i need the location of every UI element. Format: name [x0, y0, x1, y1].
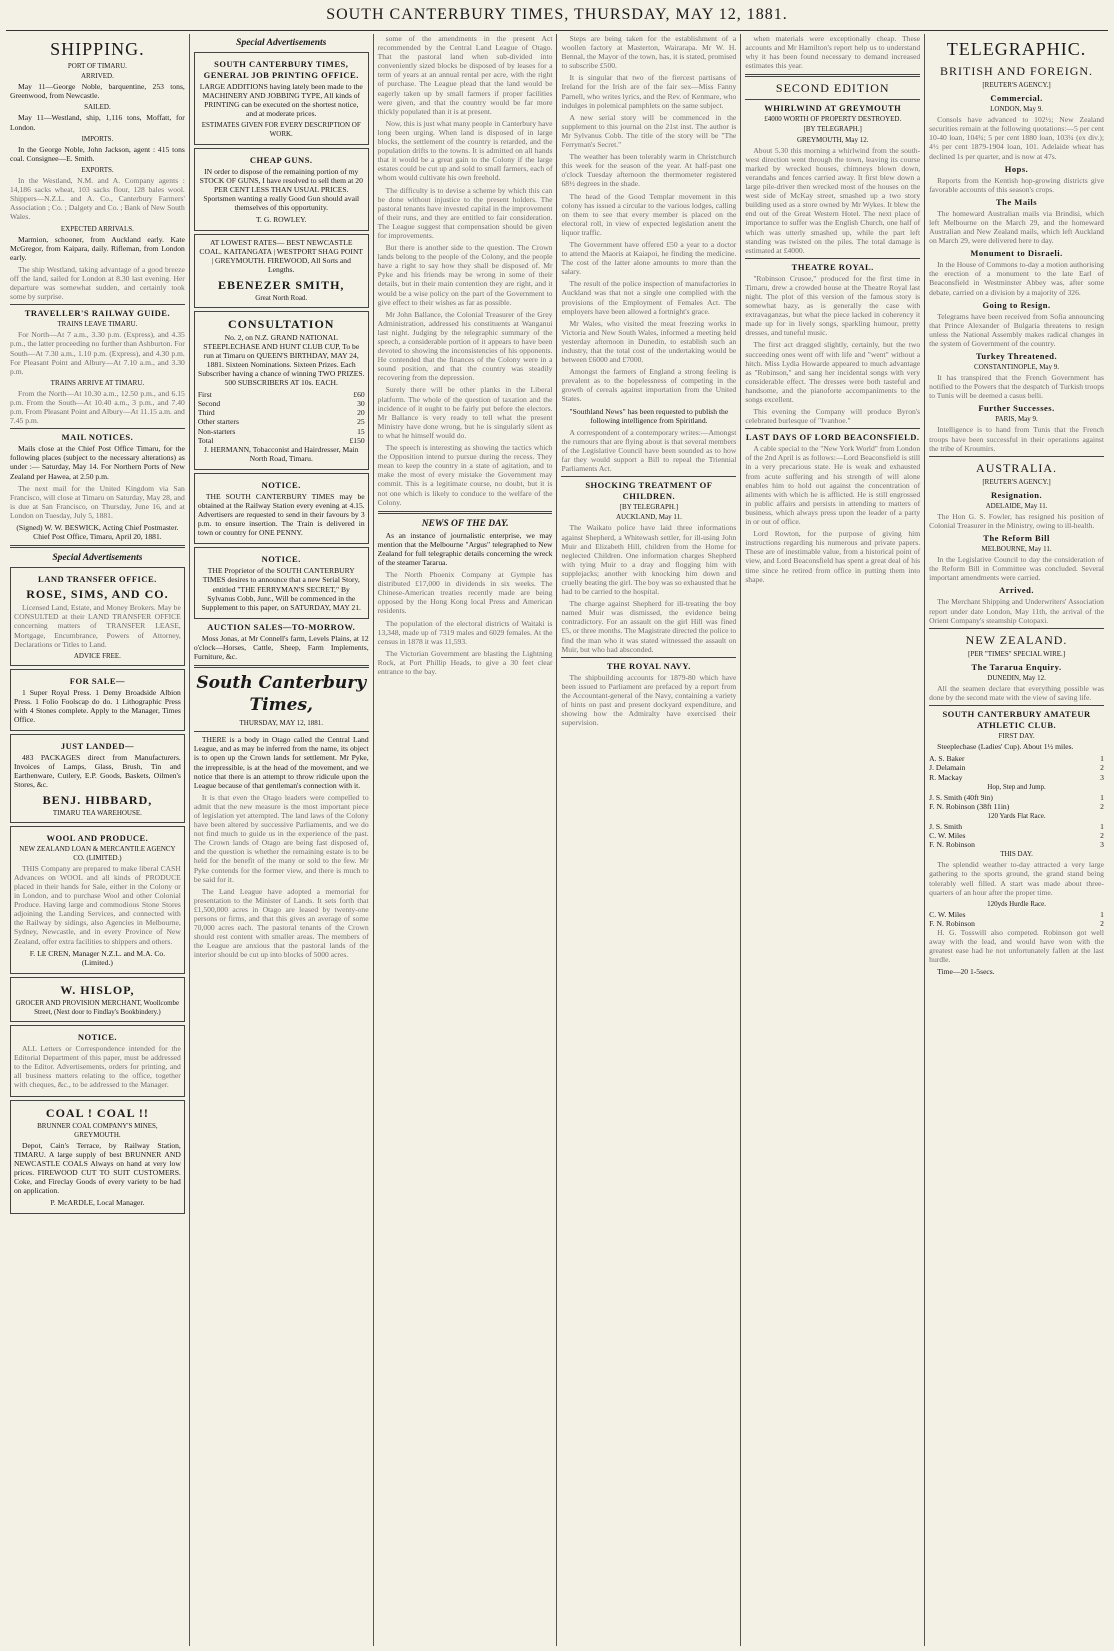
table-row [929, 910, 1104, 919]
hislop-sub: GROCER AND PROVISION MERCHANT, Woollcombe Street, (Next door to Findlay's Bookbindery.) [15, 998, 180, 1016]
resignation-text: The Hon G. S. Fowler, has resigned his position of Colonial Treasurer in the Ministry, owing to ill-health. [929, 511, 1104, 530]
exports-label: EXPORTS. [81, 165, 114, 174]
athlete-name: C. W. Miles [929, 831, 966, 841]
divider [194, 665, 369, 668]
divider [194, 731, 369, 732]
notice-heading: NOTICE. [261, 479, 301, 490]
notice-ad [10, 1025, 185, 1096]
news-text: Steps are being taken for the establishment of a woollen factory at Masterton, Wairarapa. Mr W. H. Bennal, the Mayor of the town, has, it is stated, promised to subscribe £500. [561, 34, 737, 71]
prize-value: 30 [357, 399, 365, 409]
serial-notice-ad [194, 547, 369, 618]
coal-rates-text: AT LOWEST RATES— BEST NEWCASTLE COAL. KAITANGATA | WESTPORT SHAG POINT | GREYMOUTH. FIREWOOD, All Sorts and Lengths. [199, 238, 364, 275]
railway-heading: TRAVELLER'S RAILWAY GUIDE. [24, 308, 171, 319]
for-sale-text: 1 Super Royal Press. 1 Demy Broadside Albion Press. 1 Folio Foolscap do do. 1 Lithographic Press with 4 Stones complete. Apply to the Manager, Times Office. [14, 687, 181, 725]
auction-text: Moss Jonas, at Mr Connell's farm, Levels Plains, at 12 o'clock—Horses, Cattle, Sheep, Farm Implements, Furniture, &c. [193, 633, 369, 662]
for-sale-heading: FOR SALE— [69, 675, 126, 686]
whirlwind-text: About 5.30 this morning a whirlwind from the south-west direction went through the town, leaving its course marked by wrecked houses, chimneys blown down, verandahs and fences carried away. It first blew down a large pile-driver then wrecked most of the houses on the west side of McKay street, smashed up a two story building used as a store owned by Mr Wykes. It blew the end out of the Great Western Hotel. The next place of importance to suffer was the English Church, one half of which was utterly smashed up, while the part left standing was twisted on the piles. The total damage is estimated at £4000. [745, 145, 921, 255]
arrived-text: The Merchant Shipping and Underwriters' Association report under date London, May 11th, the arrival of the Orient Company's steamship Cotopaxi. [929, 597, 1104, 625]
race-time: Time—20 1-5secs. [937, 967, 995, 977]
resignation-heading: Resignation. [991, 489, 1043, 500]
guns-heading: CHEAP GUNS. [249, 154, 313, 165]
news-text: The Victorian Government are blasting the Lightning Rock, at Port Phillip Heads, to give a 30 feet clear entrance to the bay. [377, 648, 553, 676]
notice-heading: NOTICE. [261, 554, 301, 565]
prize-value: 25 [357, 417, 365, 427]
beaconsfield-text: A cable special to the "New York World" from London of the 2nd April is as follows:—Lord Beaconsfield is still in a very precarious state. He is weak and exhausted from acute suffering and his strength of will alone enables him to hold out against the concentration of ailments with which he is afflicted. He is still engrossed in public affairs and persists in attending to matters of business, which always press upon the leader of a party in or out of office. [745, 444, 921, 527]
column-5 [741, 34, 925, 1646]
prize-place: First [197, 390, 212, 400]
shipping-heading: SHIPPING. [50, 39, 145, 59]
athletic-heading: SOUTH CANTERBURY AMATEUR ATHLETIC CLUB. [942, 709, 1091, 731]
job-printing-text: LARGE ADDITIONS having lately been made to the MACHINERY AND JOBBING TYPE, All kinds of PRINTING can be executed on the shortest notice, and at moderate prices. [199, 82, 363, 119]
hibbard-name: BENJ. HIBBARD, [42, 792, 153, 807]
athlete-place: 2 [1100, 831, 1104, 841]
sailed-text: May 11—Westland, ship, 1,116 tons, Moffatt, for London. [10, 113, 185, 132]
table-row [929, 840, 1104, 849]
shocking-heading: SHOCKING TREATMENT OF CHILDREN. [585, 480, 713, 502]
trains-leave-text: For North—At 7 a.m., 3.30 p.m. (Express), and 4.35 p.m., the latter proceeding no further than Ashburton. For South—At 7.30 a.m., 1.10 p.m. (Express), and 4.30 p.m. For Pleasant Point and Albury—At 7.10 a.m., and 3.30 p.m. [10, 330, 185, 376]
prize-value: 20 [357, 408, 365, 418]
news-text: The North Phoenix Company at Gympie has distributed £17,000 in dividends in six weeks. The Chinese-American treaties recently made are being opposed by the Hong Kong local Press and American residents. [377, 570, 553, 616]
mails-heading: The Mails [996, 196, 1038, 207]
hibbard-ad [10, 734, 185, 822]
auction-heading: AUCTION SALES—TO-MORROW. [207, 621, 356, 632]
columns [6, 34, 1108, 1646]
brunner-text: Depot, Cain's Terrace, by Railway Station, TIMARU. A large supply of best BRUNNER AND NEWCASTLE COALS Always on hand at very low prices. FIREWOOD CUT TO SUIT CUSTOMERS. Coke, and Fireclay Goods of every variety to be had on application. [14, 1140, 181, 1196]
table-row [198, 436, 365, 445]
advice-free: ADVICE FREE. [73, 651, 121, 660]
disraeli-text: In the House of Commons to-day a motion authorising the erection of a monument to the late Earl of Beaconsfield in Westminster Abbey was, after some debate, carried on a division by a majority of 326. [929, 260, 1104, 297]
prize-table [198, 390, 365, 445]
hops-heading: Hops. [1004, 163, 1029, 174]
editorial-continued: But there is another side to the question. The Crown lands belong to the people of the Colony, and the people have a right to say how they shall be disposed of. Mr Pyke and his friends may be wrong in some of their details, but in their main contention they are right, and it would be a wise policy on the part of the Government to give effect to their wishes as far as possible. [377, 243, 553, 307]
commercial-heading: Commercial. [990, 93, 1043, 104]
table-row [929, 773, 1104, 782]
successes-text: Intelligence is to hand from Tunis that the French troops have been successful in their operations against the tribe of Kroumirs. [929, 425, 1104, 453]
times-special-byline: [PER "TIMES" SPECIAL WIRE.] [968, 649, 1066, 658]
hops-text: Reports from the Kentish hop-growing districts give favorable accounts of this season's crops. [929, 175, 1104, 194]
paris-date: PARIS, May 9. [995, 415, 1038, 424]
notice-heading: NOTICE. [77, 1032, 117, 1043]
divider [10, 304, 185, 305]
table-row [929, 919, 1104, 928]
wool-text: THIS Company are prepared to make liberal CASH Advances on WOOL and all kinds of PRODUCE placed in their hands for Sale, either in the Colony or in London, and to purchase Wool and other Colonial Produce. Having large and commodious Stone Stores adjoining the Landing Services, and connected with the Railway by sidings, also Agencies in Melbourne, Sydney, Newcastle, and in every Province of New Zealand, offer extra facilities to shippers and others. [14, 863, 181, 946]
consultation-text: No. 2, on N.Z. GRAND NATIONAL STEEPLECHASE AND HUNT CLUB CUP, To be run at Timaru on QUEEN'S BIRTHDAY, MAY 24, 1881. Sixteen Nominations. Sixteen Prizes. Each Subscriber having a chance of winning TWO PRIZES. 500 SUBSCRIBERS AT 10s. EACH. [198, 332, 365, 388]
turkey-text: It has transpired that the French Government has notified to the Powers that the despatch of Turkish troops to Tunis will be deemed a casus belli. [929, 373, 1104, 401]
theatre-heading: THEATRE ROYAL. [791, 261, 874, 272]
editorial-continued: The speech is interesting as showing the tactics which the Opposition intend to pursue during the recess. They mean to keep the country in a state of agitation, and to make the most of every mistake the Government may commit. This is a legitimate course, no doubt, but it is not one which is likely to conduce to the welfare of the Colony. [377, 443, 553, 507]
successes-heading: Further Successes. [978, 403, 1055, 414]
theatre-text: This evening the Company will produce Byron's celebrated burlesque of "Ivanhoe." [745, 407, 921, 426]
news-text: It is singular that two of the fiercest partisans of Ireland for the Irish are of the fair sex—Miss Fanny Parnell, who writes lyrics, and the Rev. of Kenmare, who indulges in polemical pamphlets on the same subject. [561, 73, 737, 110]
southland-text: "Southland News" has been requested to publish the following intelligence from Spiritland. [569, 406, 729, 425]
paper-title: South Canterbury Times, [196, 673, 367, 716]
beaconsfield-text: Lord Rowton, for the purpose of giving him instructions regarding his numerous and private papers. These are of inestimable value, from a historical point of view, and Lord Beaconsfield has spent a great deal of his time since he retired from office in putting them into shape. [745, 529, 921, 584]
masthead-rule [6, 30, 1108, 31]
special-ads-heading: Special Advertisements [52, 553, 143, 564]
mails-text: The homeward Australian mails via Brindisi, which left Melbourne on the March 29, and the homeward Australian and New Zealand mails, which left Auckland on March 29, were delivered here to day. [929, 208, 1104, 246]
just-landed-text: 483 PACKAGES direct from Manufacturers. Invoices of Lamps, Glass, Brush, Tin and Earthenware, Cutlery, E.P. Goods, Baskets, Oilmen's Stores, &c. [14, 753, 181, 790]
reform-heading: The Reform Bill [983, 533, 1050, 544]
prize-place: Non-starters [197, 426, 236, 436]
athlete-name: A. S. Baker [929, 754, 965, 764]
hurdle-text: H. G. Tosswill also competed. Robinson got well away with the lead, and would have won with the greatest ease had he not unfortunately fallen at the last hurdle. [929, 928, 1104, 965]
first-day-heading: FIRST DAY. [998, 732, 1035, 741]
special-ads-heading: Special Advertisements [236, 38, 327, 48]
editorial-text: The Land League have adopted a memorial for presentation to the Minister of Lands. It sets forth that £1,500,000 acres in Otago are leased by twenty-one persons or firms, and that this gives an average of some 70,000 acres each. The pastoral tenants of the Crown should rest content with smaller areas. The members of the League are anxious that the pastoral lands of the interior should be cut up into blocks of 5000 acres. [193, 886, 369, 960]
nz-loan-heading: NEW ZEALAND LOAN & MERCANTILE AGENCY CO. (LIMITED.) [19, 844, 176, 862]
arrived-text: May 11—George Noble, barquentine, 253 tons, Greenwood, from Newcastle. [10, 82, 185, 101]
divider [745, 258, 920, 259]
tararua-heading: The Tararua Enquiry. [971, 661, 1062, 672]
new-zealand-heading: NEW ZEALAND. [965, 632, 1068, 647]
mail-heading: MAIL NOTICES. [61, 432, 134, 443]
reform-text: In the Legislative Council to day the consideration of the Reform Bill in Committee was concluded. Several important amendments were carried. [929, 555, 1104, 583]
table-row [929, 831, 1104, 840]
paper-date: THURSDAY, MAY 12, 1881. [239, 719, 323, 728]
whirlwind-byline: [BY TELEGRAPH.] [803, 125, 862, 134]
brunner-signature: P. McARDLE, Local Manager. [50, 1198, 145, 1208]
divider [561, 476, 736, 477]
news-text: The weather has been tolerably warm in Christchurch this week for the season of the year. At half-past one o'clock Tuesday afternoon the thermometer registered 68½ degrees in the shade. [561, 152, 737, 189]
just-landed-heading: JUST LANDED— [60, 741, 134, 752]
column-4 [557, 34, 741, 1646]
shocking-byline: [BY TELEGRAPH.] [619, 503, 679, 512]
news-text: when materials were exceptionally cheap. These accounts and Mr Hamilton's report help us to understand why it has been found necessary to demand increased estimates this year. [745, 34, 921, 71]
news-intro: As an instance of journalistic enterprise, we may mention that the Melbourne "Argus" telegraphed to New Zealand for full telegraphic details concerning the wreck of the steamer Tararua. [377, 530, 553, 567]
table-row [929, 802, 1104, 811]
guns-text: IN order to dispose of the remaining portion of my STOCK OF GUNS, I have resolved to sell them at 20 PER CENT LESS THAN USUAL PRICES. Sportsmen wanting a really Good Gun should avail themselves of this opportunity. [199, 166, 363, 212]
masthead: SOUTH CANTERBURY TIMES, THURSDAY, MAY 12, 1881. [326, 6, 788, 23]
column-6 [925, 34, 1108, 1646]
port-heading: PORT OF TIMARU. [67, 62, 127, 70]
trains-arrive-text: From the North—At 10.30 a.m., 12.50 p.m., and 6.15 p.m. From the South—At 10.40 a.m., 3 p.m., and 7.40 p.m. From Pleasant Point and Albury—At 11.15 a.m. and 7.45 p.m. [10, 388, 185, 426]
flat-race-heading: 120 Yards Flat Race. [987, 811, 1046, 820]
divider [929, 456, 1104, 457]
table-row [929, 754, 1104, 763]
mail-signature: (Signed) W. W. BESWICK, Acting Chief Postmaster. Chief Post Office, Timaru, April 20, 1881. [16, 523, 179, 542]
athlete-place: 1 [1100, 821, 1104, 831]
expected-text: Marmion, schooner, from Auckland early. Kate McGregor, from Kaipara, daily. Rifleman, from London early. [10, 234, 185, 262]
table-row [929, 822, 1104, 831]
british-foreign-heading: BRITISH AND FOREIGN. [940, 64, 1094, 78]
news-text: A correspondent of a contemporary writes:—Amongst the rumours that are flying about is that several members of the Legislative Council have been sounded as to how far they would support a Bill to repeal the Triennial Parliaments Act. [561, 427, 737, 474]
australia-heading: AUSTRALIA. [976, 460, 1058, 475]
table-row [929, 763, 1104, 772]
divider [561, 657, 736, 658]
athlete-name: C. W. Miles [929, 909, 966, 919]
athlete-place: 1 [1100, 909, 1104, 919]
trains-leave-heading: TRAINS LEAVE TIMARU. [57, 320, 138, 329]
athlete-place: 1 [1100, 754, 1104, 764]
ebenezer-name: EBENEZER SMITH, [218, 277, 345, 292]
table-row [198, 408, 365, 417]
mail-text-2: The next mail for the United Kingdom via San Francisco, will close at Timaru on Saturday, May 28, and is due at San Francisco, on Thursday, June 16, and at London on Tuesday, July 5, 1881. [10, 483, 185, 520]
arrived-label: ARRIVED. [80, 72, 114, 81]
dunedin-date: DUNEDIN, May 12. [987, 673, 1046, 682]
athlete-place: 3 [1100, 840, 1104, 850]
commercial-text: Consols have advanced to 102½; New Zealand securities remain at the following quotations:—5 per cent 10-40 loan, 104¾; 5 per cent 1880 loan, 103¼ (ex div.); 4½ per cent 1879-1904 loan, 101. Adelaide wheat has declined 1s per quarter, and is now at 47s. [929, 115, 1104, 161]
consultation-ad [194, 311, 369, 470]
land-transfer-text: Licensed Land, Estate, and Money Brokers. May be CONSULTED at their LAND TRANSFER OFFICE concerning matters of TRANSFER LEASE, Mortgage, Encumbrance, Powers of Attorney, Declarations or Titles to Land. [14, 603, 181, 649]
guns-signature: T. G. ROWLEY. [255, 215, 307, 225]
news-text: A new serial story will be commenced in the supplement to this journal on the 21st inst. The author is Mr Sylvanus Cobb. The title of the story will be "The Ferryman's Secret." [561, 112, 737, 150]
prize-place: Other starters [197, 417, 239, 427]
coal-heading: COAL ! COAL !! [45, 1105, 149, 1120]
shocking-place: AUCKLAND, May 11. [615, 513, 682, 522]
steeplechase-heading: Steeplechase (Ladies' Cup). About 1½ miles. [937, 742, 1074, 752]
guns-ad [194, 148, 369, 232]
table-row [198, 390, 365, 399]
melbourne-date: MELBOURNE, May 11. [981, 545, 1052, 554]
athlete-place: 2 [1100, 763, 1104, 773]
london-date: LONDON, May 9. [990, 105, 1043, 114]
hislop-ad [10, 977, 185, 1022]
wool-ad [10, 826, 185, 974]
divider [929, 628, 1104, 629]
divider [10, 428, 185, 429]
hermann-text: J. HERMANN, Tobacconist and Hairdresser, Main North Road, Timaru. [203, 444, 359, 463]
sailed-label: SAILED. [84, 103, 111, 112]
news-text: The Government have offered £50 a year to a doctor to attend the Maoris at Kaiapoi, he finding the medicine. The cost of the latter alone amounts to more than the salary. [561, 239, 737, 277]
beaconsfield-heading: LAST DAYS OF LORD BEACONSFIELD. [745, 432, 920, 443]
prize-value: £150 [349, 435, 365, 445]
athlete-place: 1 [1100, 792, 1104, 802]
imports-text: In the George Noble, John Jackson, agent : 415 tons coal. Consignee—E. Smith. [10, 144, 185, 163]
brunner-ad [10, 1100, 185, 1215]
tararua-text: All the seamen declare that everything possible was done by the second mate with the view of saving life. [929, 683, 1104, 703]
ebenezer-ad [194, 234, 369, 307]
prize-place: Second [197, 399, 221, 409]
divider [378, 511, 553, 514]
serial-notice-text: THE Proprietor of the SOUTH CANTERBURY TIMES desires to announce that a new Serial Story, entitled "THE FERRYMAN'S SECRET," By Sylvanus Cobb, Junr., Will be commenced in the Supplement to this paper, on SATURDAY, MAY 21. [201, 566, 361, 612]
mail-text: Mails close at the Chief Post Office Timaru, for the following places (subject to the necessary alterations) as under :— Saturday, May 14. For Northern Ports of New Zealand per Hawea, at 2.50 p.m. [10, 444, 185, 481]
job-estimates: ESTIMATES GIVEN FOR EVERY DESCRIPTION OF WORK. [201, 121, 361, 139]
news-text: Amongst the farmers of England a strong feeling is prevalent as to the hopelessness of competing in the growth of cereals against importation from the United States. [561, 367, 737, 404]
wool-heading: WOOL AND PRODUCE. [46, 832, 149, 843]
notice-text: THE SOUTH CANTERBURY TIMES may be obtained at the Railway Station every evening at 4.15. Advertisers are requested to send in their favours by 3 p.m. to ensure insertion. The Train is delivered in town or country for ONE PENNY. [197, 491, 365, 538]
prize-place: Total [197, 435, 214, 445]
athlete-name: F. N. Robinson [929, 840, 975, 850]
shocking-text: The charge against Shepherd for ill-treating the boy named Muir was dismissed, the evidence being contradictory. For an assault on the girl Hill was fined £5, or three months. The Magistrate directed the police to find the man who it was stated witnessed the assault on Muir, but who had absconded. [561, 599, 737, 654]
divider [745, 74, 920, 77]
expected-label: EXPECTED ARRIVALS. [60, 224, 134, 233]
hislop-name: W. HISLOP, [60, 982, 135, 997]
table-row [198, 417, 365, 426]
adelaide-date: ADELAIDE, May 11. [985, 501, 1048, 510]
editorial-continued: The difficulty is to devise a scheme by which this can be done without injustice to the present holders. The pastoral tenants have invested capital in the improvement of their runs, and they are entitled to fair consideration. The League suggest that compensation should be given for improvements. [377, 185, 553, 240]
telegraphic-heading: TELEGRAPHIC. [946, 39, 1087, 59]
hurdle-heading: 120yds Hurdle Race. [987, 899, 1046, 908]
job-printing-ad [194, 52, 369, 145]
this-day-text: The splendid weather to-day attracted a very large gathering to the sports ground, the grand stand being tolerably well filled. A start was made about three-quarters of an hour after the proper time. [929, 860, 1104, 897]
arrived-heading: Arrived. [999, 585, 1035, 596]
this-day-heading: THIS DAY. [1000, 850, 1033, 859]
shocking-text: The Waikato police have laid three informations against Shepherd, a Whitewash settler, for ill-using John Muir and Elizabeth Hill, children from the Home for neglected Children. One information charges Shepherd with tying Muir to a dray and flogging him with supplejacks; another with knocking him down and cruelly beating the girl. The boy was so exhausted that he had to be carried to the hospital. [561, 523, 737, 597]
greymouth-date: GREYMOUTH, May 12. [796, 135, 869, 144]
column-2 [190, 34, 374, 1646]
prize-value: 15 [357, 426, 365, 436]
divider [929, 705, 1104, 706]
land-transfer-heading: LAND TRANSFER OFFICE. [38, 574, 157, 585]
ship-westland-text: The ship Westland, taking advantage of a good breeze off the land, sailed for London at 8.30 last evening. Her departure was somewhat sudden, and certainly took some by surprise. [10, 264, 185, 302]
athlete-name: J. Delamain [929, 763, 966, 773]
editorial-continued: Mr John Ballance, the Colonial Treasurer of the Grey Administration, addressed his constituents at Wanganui last night. Judging by the telegraphic summary of the speech, a considerable portion of it appears to have been devoted to showing the inconsistencies of his opponents. He contended that the finances of the Colony were in a sound position, and that the country was steadily recovering from the depression. [377, 309, 553, 383]
editorial-continued: Now, this is just what many people in Canterbury have long been urging. When land is disposed of in large blocks, the settlement of the country is retarded, and the population drifts to the towns. It is admitted on all hands that it would be a great gain to the Colony if the large estates could be cut up and sold to small farmers, each of whom would cultivate his own freehold. [377, 118, 553, 183]
athlete-name: F. N. Robinson [929, 918, 975, 928]
athlete-name: J. S. Smith (40ft 9in) [929, 792, 993, 802]
whirlwind-heading: WHIRLWIND AT GREYMOUTH [764, 103, 902, 114]
news-text: The result of the police inspection of manufactories in Auckland was that not a single one complied with the provisions of the Employment of Females Act. The employers have been allowed a fortnight's grace. [561, 279, 737, 316]
column-3 [374, 34, 558, 1646]
athlete-place: 3 [1100, 772, 1104, 782]
prize-value: £60 [353, 390, 365, 400]
resign-text: Telegrams have been received from Sofia announcing that Prince Alexander of Bulgaria threatens to resign unless the National Assembly makes radical changes in the system of Government of the country. [929, 311, 1104, 348]
athlete-name: J. S. Smith [929, 821, 963, 831]
notice-text: ALL Letters or Correspondence intended for the Editorial Department of this paper, must be addressed to the Editor. Advertisements, orders for printing, and all business matters relating to the office, together with cheques, &c., to be addressed to the Manager. [14, 1044, 181, 1090]
exports-text: In the Westland, N.M. and A. Company agents : 14,186 sacks wheat, 103 sacks flour, 128 bales wool. Shippers—N.Z.L. and A. Co., Canterbury Farmers' Association ; Co. ; Dalgety and Co. ; Bank of New South Wales. [10, 176, 185, 222]
hop-step-results [929, 793, 1104, 811]
disraeli-heading: Monument to Disraeli. [970, 248, 1063, 259]
resign-heading: Going to Resign. [982, 299, 1051, 310]
prize-place: Third [197, 408, 215, 418]
ebenezer-sub: Great North Road. [255, 293, 308, 302]
hurdle-results [929, 910, 1104, 928]
royal-navy-text: The shipbuilding accounts for 1879-80 which have been issued to Parliament are prefaced by a report from the Accountant-general of the Navy, containing a variety of hints on past and present dockyard expenditure, and showing how the Admiralty have exercised their supervision. [561, 672, 737, 728]
editorial-continued: Surely there will be other planks in the Liberal platform. The whole of the question of taxation and the incidence of it ought to be fairly put before the electors. Mr Ballance is very ready to tell what the present Ministry have done wrong, but he is singularly silent as to what he himself would do. [377, 385, 553, 440]
trains-arrive-heading: TRAINS ARRIVE AT TIMARU. [50, 378, 145, 387]
table-row [929, 793, 1104, 802]
flat-race-results [929, 822, 1104, 849]
rose-sims-name: ROSE, SIMS, AND CO. [26, 587, 169, 602]
job-printing-heading: SOUTH CANTERBURY TIMES, GENERAL JOB PRINTING OFFICE. [203, 59, 359, 80]
table-row [198, 399, 365, 408]
theatre-text: The first act dragged slightly, certainly, but the two succeeding ones went off with life and "went" without a hitch. Miss Lydia Howarde appeared to much advantage as "Robinson," and sang her incidental songs with very considerable effect. The dresses were both tasteful and handsome, and the pianoforte accompaniments to the songs excellent. [745, 340, 921, 404]
land-transfer-ad [10, 567, 185, 666]
theatre-text: "Robinson Crusoe," produced for the first time in Timaru, drew a crowded house at the Theatre Royal last night. The plot of this version of the famous story is somewhat hazy, as is generally the case with extravaganzas, but what the piece lacked in coherency it made up for in lively songs, sparkling humour, pretty dresses, and tuneful music. [745, 273, 921, 338]
hop-step-heading: Hop, Step and Jump. [987, 782, 1046, 791]
table-row [198, 427, 365, 436]
royal-navy-heading: THE ROYAL NAVY. [606, 660, 691, 671]
news-text: The population of the electoral districts of Waitaki is 13,348, made up of 7319 males and 6029 females. At the census in 1878 it was 11,593. [377, 618, 553, 646]
divider [10, 545, 185, 548]
news-of-the-day-heading: NEWS OF THE DAY. [421, 518, 509, 529]
nz-loan-signature: F. LE CREN, Manager N.Z.L. and M.A. Co. (Limited.) [29, 948, 166, 967]
brunner-heading: BRUNNER COAL COMPANY'S MINES, GREYMOUTH. [37, 1121, 158, 1139]
divider [745, 428, 920, 429]
for-sale-ad [10, 669, 185, 731]
editorial-continued: some of the amendments in the present Act recommended by the Central Land League of Otago. That the pastoral land when sub-divided into conveniently sized blocks be disposed of by leases for a term of years at an annual rental per acre, with the right of purchase. The League plead that the land would be eagerly taken up by small farmers if proper facilities were given, and that the country would be far more thickly populated than it is at present. [377, 34, 553, 116]
athlete-name: F. N. Robinson (38ft 11in) [929, 801, 1010, 811]
athlete-name: R. Mackay [929, 772, 963, 782]
second-edition-heading: SECOND EDITION [775, 81, 890, 96]
constantinople-date: CONSTANTINOPLE, May 9. [974, 362, 1060, 371]
times-notice-ad [194, 473, 369, 544]
reuters-byline: [REUTER'S AGENCY.] [982, 477, 1051, 486]
reuters-byline: [REUTER'S AGENCY.] [982, 81, 1051, 89]
athlete-place: 2 [1100, 801, 1104, 811]
news-text: Mr Wales, who visited the meat freezing works in Victoria and New South Wales, informed a meeting held yesterday afternoon in Dunedin, to establish such an industry, that the total cost of the undertaking would be between £6000 and £7000. [561, 318, 737, 365]
athlete-place: 2 [1100, 918, 1104, 928]
divider [745, 99, 920, 100]
editorial-text: It is that even the Otago leaders were compelled to admit that the new measure is the most important piece of legislation yet attempted. The land laws of the Colony have been altered by successive Parliaments, and we do not find much to guide us in the experience of the past. The Crown lands of Otago are being fast disposed of, and the question is whether the remaining estate is to be held for the benefit of the many or sold to the few. Mr Pyke contends for the former view, and there is much to be said for it. [193, 792, 369, 884]
hibbard-sub: TIMARU TEA WAREHOUSE. [52, 808, 142, 817]
consultation-heading: CONSULTATION [228, 316, 335, 331]
editorial-intro: THERE is a body in Otago called the Central Land League, and as may be inferred from the name, its object is to open up the Crown lands for settlement. Mr Pyke, the irrepressible, is at the head of the movement, and we notice that there is an attempt to throw ridicule upon the League because of that gentleman's connection with it. [193, 735, 369, 790]
turkey-heading: Turkey Threatened. [976, 350, 1058, 361]
imports-label: IMPORTS. [81, 134, 114, 143]
whirlwind-sub: £4000 WORTH OF PROPERTY DESTROYED. [764, 115, 902, 124]
column-1 [6, 34, 190, 1646]
news-text: The head of the Good Templar movement in this colony has issued a circular to the various lodges, calling on them to see that every member is placed on the electoral roll, in view of expected legislation anent the liquor traffic. [561, 191, 737, 237]
steeplechase-results [929, 754, 1104, 781]
